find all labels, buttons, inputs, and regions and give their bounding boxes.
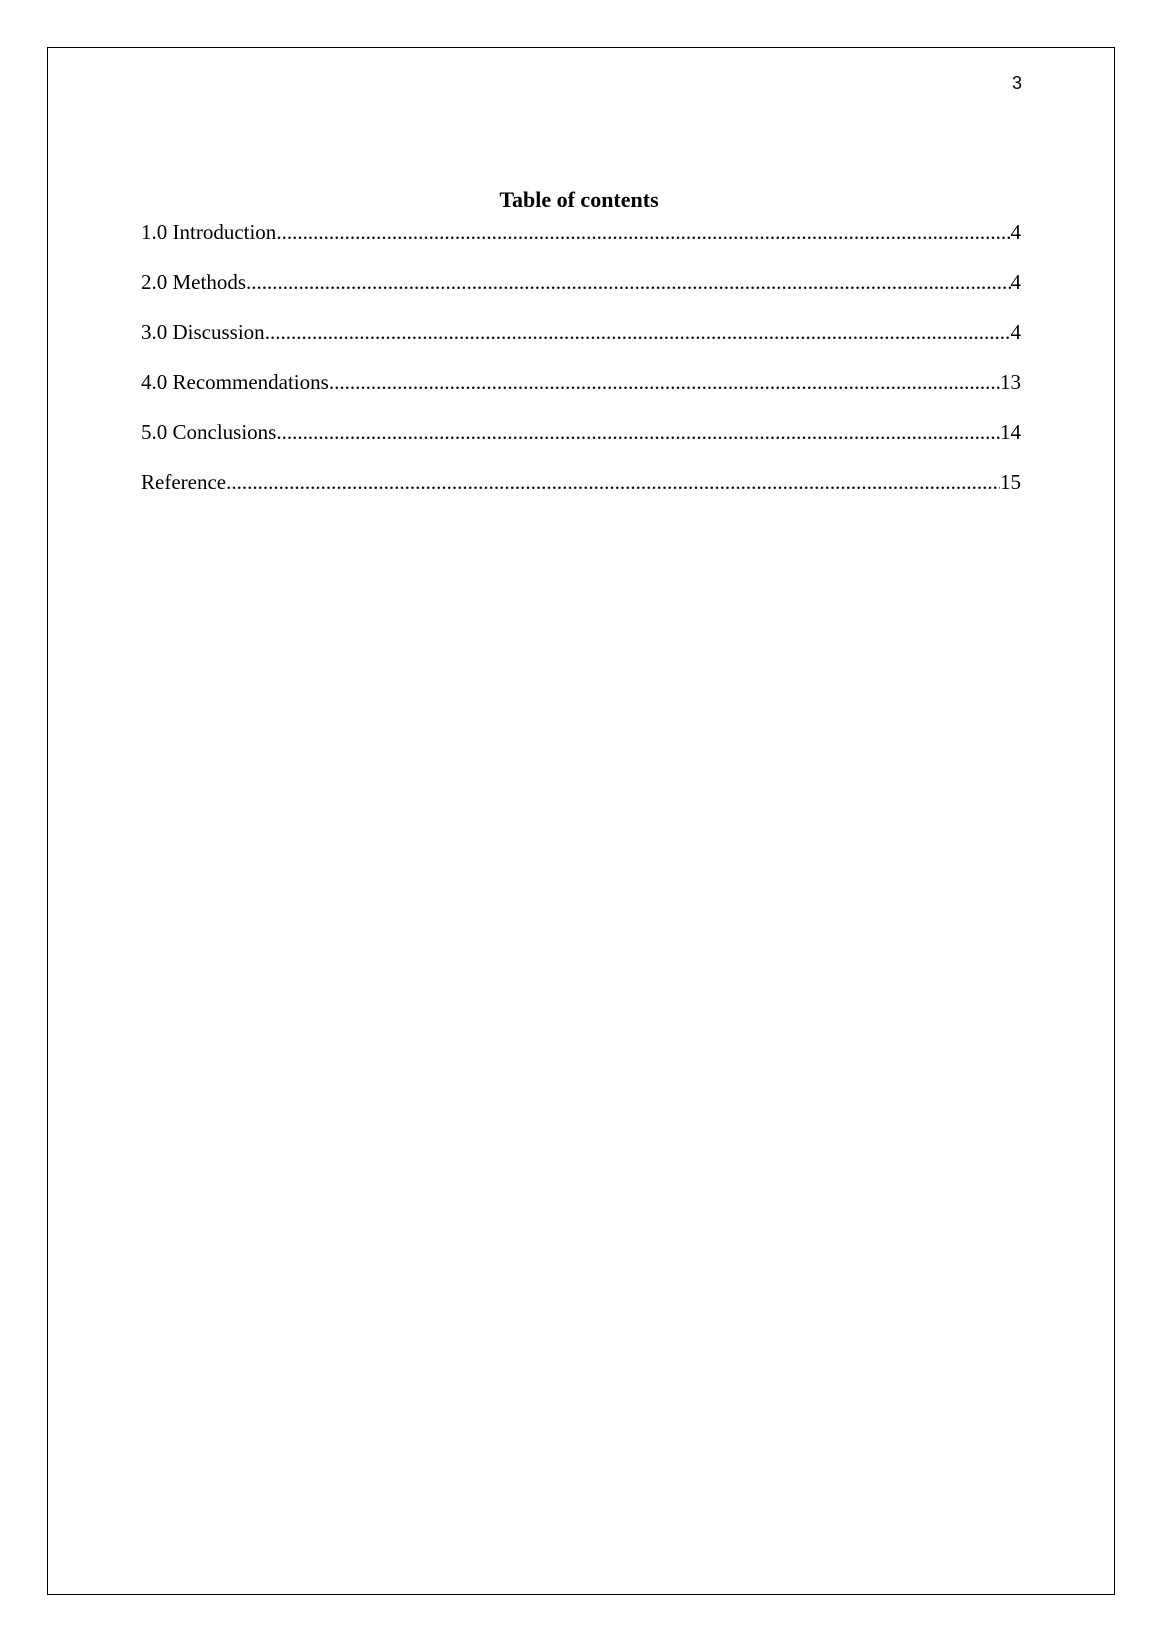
toc-entry-label: 5.0 Conclusions [141,420,277,444]
toc-entry-page: 4 [1010,220,1021,244]
dot-leader [246,268,1011,296]
toc-entry-page: 14 [1000,420,1021,444]
toc-entry-reference[interactable] [141,468,1021,518]
toc-entry-discussion[interactable] [141,318,1021,368]
dot-leader [276,218,1010,246]
toc-entry-label: 3.0 Discussion [141,320,265,344]
dot-leader [329,368,1000,396]
toc-entry-page: 4 [1010,320,1021,344]
dot-leader [276,418,1000,446]
toc-entry-page: 13 [1000,370,1021,394]
toc-entry-page: 4 [1010,270,1021,294]
page-number: 3 [1011,73,1022,93]
toc-entry-label: 4.0 Recommendations [141,370,329,394]
toc-entry-page: 15 [1000,470,1021,494]
toc-entry-label: 1.0 Introduction [141,220,277,244]
toc-entry-recommendations[interactable] [141,368,1021,418]
dot-leader [226,468,1000,496]
toc-entry-conclusions[interactable] [141,418,1021,468]
toc-title: Table of contents [499,187,659,212]
toc-entry-label: 2.0 Methods [141,270,246,294]
toc-entry-label: Reference [141,470,227,494]
table-of-contents [141,218,1021,518]
toc-entry-methods[interactable] [141,268,1021,318]
toc-entry-introduction[interactable] [141,218,1021,268]
dot-leader [265,318,1011,346]
